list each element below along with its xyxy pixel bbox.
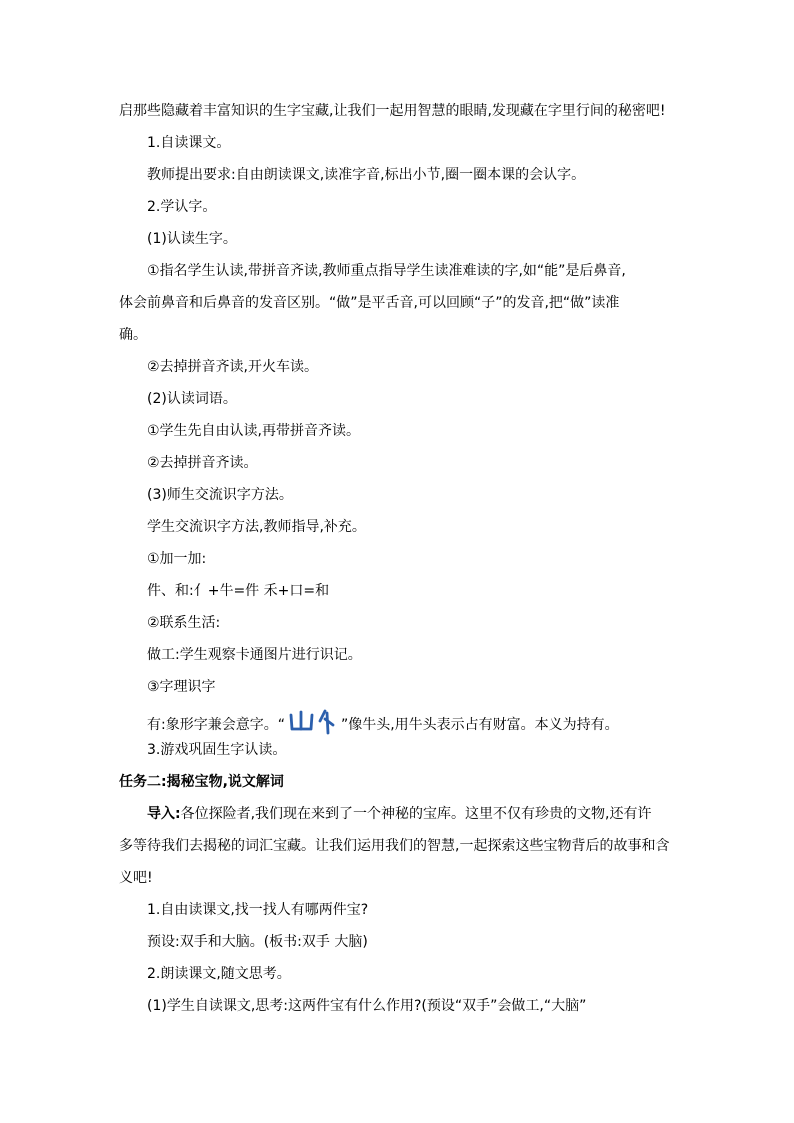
paragraph-line: (3)师生交流识字方法。: [147, 487, 293, 503]
paragraph-line: (1)认读生字。: [147, 231, 237, 247]
paragraph-line: [147, 709, 707, 740]
paragraph-line: 件、和:亻+牛=件 禾+口=和: [147, 583, 330, 599]
intro-label: 导入:: [147, 806, 181, 822]
paragraph-line: ②去掉拼音齐读。: [147, 455, 258, 471]
paragraph-line: 学生交流识字方法,教师指导,补充。: [147, 519, 366, 535]
paragraph-line: (2)认读词语。: [147, 391, 237, 407]
line-text: 各位探险者,我们现在来到了一个神秘的宝库。这里不仅有珍贵的文物,还有许: [180, 806, 652, 822]
paragraph-line: 启那些隐藏着丰富知识的生字宝藏,让我们一起用智慧的眼睛,发现藏在字里行间的秘密吧!: [119, 103, 666, 119]
ancient-character-glyph-icon: [287, 709, 339, 740]
paragraph-line: 1.自由读课文,找一找人有哪两件宝?: [147, 902, 369, 918]
paragraph-line: ②去掉拼音齐读,开火车读。: [147, 359, 319, 375]
paragraph-line: ①加一加:: [147, 551, 207, 567]
paragraph-line: 2.学认字。: [147, 199, 217, 215]
paragraph-line: 体会前鼻音和后鼻音的发音区别。“做”是平舌音,可以回顾“子”的发音,把“做”读准: [119, 295, 620, 311]
section-heading: 任务二:揭秘宝物,说文解词: [119, 774, 284, 790]
paragraph-line: ②联系生活:: [147, 615, 221, 631]
line-text-start: 有:象形字兼会意字。“: [147, 717, 285, 733]
paragraph-line: ①指名学生认读,带拼音齐读,教师重点指导学生读准难读的字,如“能”是后鼻音,: [147, 263, 626, 279]
paragraph-line: 教师提出要求:自由朗读课文,读准字音,标出小节,圈一圈本课的会认字。: [147, 167, 586, 183]
paragraph-line: 2.朗读课文,随文思考。: [147, 966, 291, 982]
paragraph-line: 3.游戏巩固生字认读。: [147, 742, 287, 758]
paragraph-line: 做工:学生观察卡通图片进行识记。: [147, 647, 362, 663]
paragraph-line: 义吧!: [119, 870, 153, 886]
paragraph-line: ③字理识字: [147, 679, 216, 695]
paragraph-line: (1)学生自读课文,思考:这两件宝有什么作用?(预设“双手”会做工,“大脑”: [147, 998, 587, 1014]
paragraph-line: 1.自读课文。: [147, 135, 231, 151]
paragraph-line: ①学生先自由认读,再带拼音齐读。: [147, 423, 361, 439]
paragraph-line: 预设:双手和大脑。(板书:双手 大脑): [147, 934, 368, 950]
paragraph-line: 多等待我们去揭秘的词汇宝藏。让我们运用我们的智慧,一起探索这些宝物背后的故事和含: [119, 838, 670, 854]
line-text-end: ”像牛头,用牛头表示占有财富。本义为持有。: [340, 717, 619, 733]
paragraph-line: [147, 805, 707, 823]
paragraph-line: 确。: [119, 327, 147, 343]
